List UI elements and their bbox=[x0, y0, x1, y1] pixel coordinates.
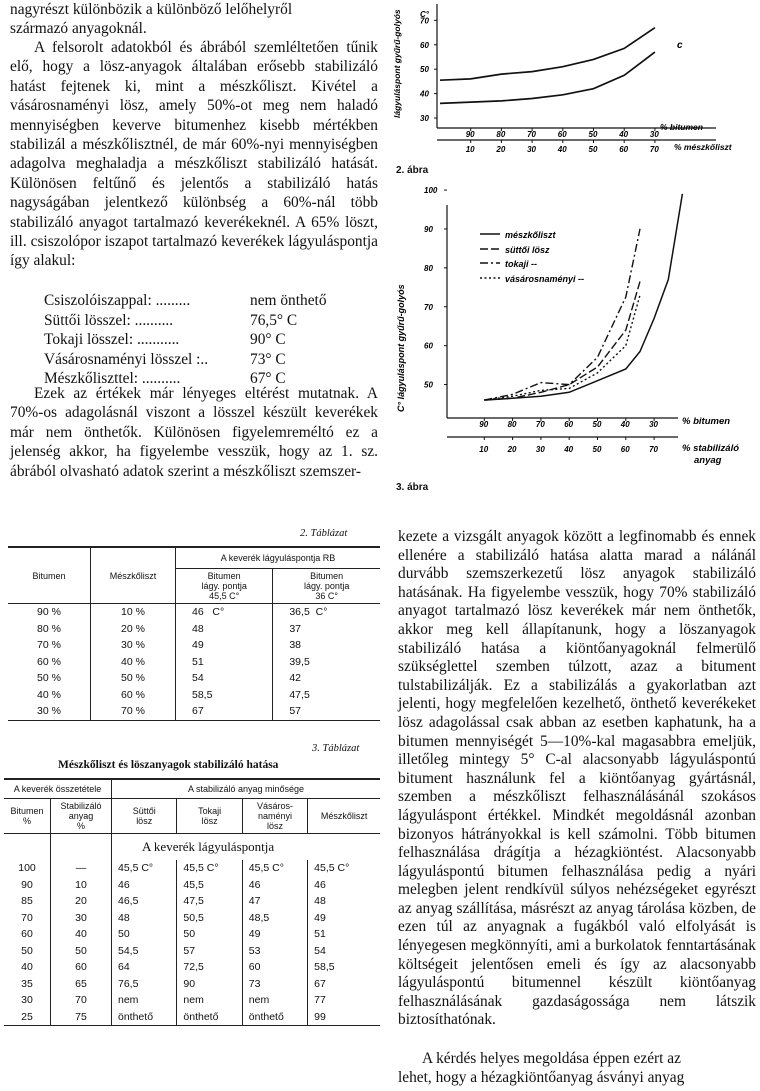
right-p2-line2: lehet, hogy a hézagkiöntőanyag ásványi anyag bbox=[398, 1068, 685, 1086]
table-3 bbox=[4, 778, 380, 1026]
t3-head-tokaji: Tokaji lösz bbox=[177, 799, 242, 834]
t3-subheader: A keverék lágyuláspontja bbox=[112, 834, 381, 861]
table-cell: 73 bbox=[242, 976, 307, 993]
x2-tick-label: 40 bbox=[564, 445, 574, 454]
x1-tick-label: 30 bbox=[649, 420, 659, 429]
table-cell: 30 % bbox=[37, 705, 61, 718]
y-axis-label: C° lágyuláspont gyűrű-golyós bbox=[396, 284, 406, 412]
table-row bbox=[8, 637, 380, 654]
t2-head-col1: Bitumen lágy. pontja 45,5 C° bbox=[176, 569, 273, 604]
left-p2-text: A felsorolt adatokból és ábrából szemléltetően tűnik elő, hogy a lösz-anyagok általában erősebb stabilizáló hatást fejtenek ki, mint a mészkőliszt. Kivétel a vásárosnaményi lösz, amely 50%-ot meg nem haladó mennyiségben keverve bitumenhez kisebb mértékben stabilizál a mészkőlisztnél, de már 60%-nyi mennyiségben adagolva meghaladja a mészkőliszt stabilizáló hatását. Különösen feltűnő és jelentős a stabilizáló hatás nagyságában jelentkező különbség a 60%-nál több stabilizáló anyagot tartalmazó keverékeknél. A 65% löszt, ill. csiszolópor iszapot tartalmazó keverékek lágyuláspontja így alakul: bbox=[10, 39, 378, 270]
table-cell: 49 bbox=[176, 637, 273, 654]
table-cell: 50 bbox=[177, 926, 242, 943]
mixture-list-item bbox=[44, 311, 364, 331]
x2-tick-label: 30 bbox=[527, 145, 537, 154]
x2-tick-label: 60 bbox=[620, 445, 630, 454]
table-cell: 20 bbox=[51, 893, 112, 910]
table-cell: 35 bbox=[21, 977, 33, 990]
table-cell: 50 bbox=[21, 944, 33, 957]
t3-head-sutto: Süttői lösz bbox=[112, 799, 177, 834]
curve-label: c bbox=[677, 40, 683, 51]
table-cell: 99 bbox=[308, 1009, 380, 1026]
y-tick-label: 40 bbox=[420, 89, 429, 99]
table-cell: 25 bbox=[21, 1010, 33, 1023]
table-row bbox=[4, 992, 380, 1009]
table-cell: 48,5 bbox=[242, 910, 307, 927]
table-cell: 50 % bbox=[91, 670, 176, 687]
mixture-label: Vásárosnaményi lösszel :.. bbox=[44, 350, 209, 368]
x2-axis-label: % mészkőliszt bbox=[674, 142, 732, 152]
table-cell: 40 bbox=[21, 961, 33, 974]
table-cell: 90 % bbox=[37, 606, 61, 619]
y-axis-label: lágyuláspont gyűrű-golyós bbox=[392, 9, 402, 118]
table-cell: 67 bbox=[176, 703, 273, 720]
legend-label: tokaji -- bbox=[505, 259, 538, 269]
table-cell: 100 bbox=[18, 862, 36, 875]
table-row bbox=[4, 943, 380, 960]
y-tick-label: 60 bbox=[420, 40, 429, 50]
x1-tick-label: 70 bbox=[535, 420, 545, 429]
mixture-list-item bbox=[44, 291, 364, 311]
table-cell: 67 bbox=[308, 976, 380, 993]
table-cell: 72,5 bbox=[177, 959, 242, 976]
x1-tick-label: 40 bbox=[620, 420, 630, 429]
table-cell: 64 bbox=[112, 959, 177, 976]
y-tick-label: 80 bbox=[424, 263, 433, 273]
table-cell: — bbox=[51, 860, 112, 877]
table-cell: 42 bbox=[273, 670, 380, 687]
table-row bbox=[8, 621, 380, 638]
table-cell: nem bbox=[242, 992, 307, 1009]
table-cell: 40 % bbox=[37, 688, 61, 701]
t3-head-meszko: Mészkőliszt bbox=[308, 799, 380, 834]
table-cell: 50 bbox=[112, 926, 177, 943]
table-cell: 46 C° bbox=[176, 604, 273, 621]
x1-tick-label: 40 bbox=[619, 130, 629, 139]
y-tick-label: 100 bbox=[424, 186, 438, 196]
table-cell: 70 bbox=[51, 992, 112, 1009]
table-cell: 54 bbox=[308, 943, 380, 960]
table-cell: 50 bbox=[51, 943, 112, 960]
table-cell: 51 bbox=[308, 926, 380, 943]
table-cell: 47 bbox=[242, 893, 307, 910]
legend-label: süttői lösz bbox=[505, 245, 550, 255]
y-tick-label: 70 bbox=[424, 302, 433, 312]
x2-tick-label: 10 bbox=[479, 445, 489, 454]
series-line-1 bbox=[440, 28, 655, 80]
table-cell: 48 bbox=[112, 910, 177, 927]
mixture-value: nem önthető bbox=[250, 292, 327, 309]
figure-3-chart bbox=[388, 186, 760, 495]
x2-tick-label: 60 bbox=[619, 145, 629, 154]
table-cell: önthető bbox=[112, 1009, 177, 1026]
table-cell: 30 % bbox=[91, 637, 176, 654]
x2-tick-label: 70 bbox=[649, 145, 659, 154]
table-cell: 70 bbox=[21, 911, 33, 924]
table-cell: 51 bbox=[176, 654, 273, 671]
x1-axis-label: % bitumen bbox=[682, 416, 731, 427]
t2-head-col2: Bitumen lágy. pontja 36 C° bbox=[273, 569, 380, 604]
right-paragraph-1 bbox=[398, 528, 756, 1030]
table-cell: 54 bbox=[176, 670, 273, 687]
table-cell: 39,5 bbox=[273, 654, 380, 671]
table-3-label: 3. Táblázat bbox=[312, 743, 360, 754]
x1-tick-label: 80 bbox=[507, 420, 517, 429]
table-cell: 54,5 bbox=[112, 943, 177, 960]
x1-tick-label: 80 bbox=[496, 130, 506, 139]
mixture-value: 73° C bbox=[250, 350, 286, 368]
table-cell: 50 % bbox=[37, 672, 61, 685]
mixture-label: Süttői lösszel: .......... bbox=[44, 311, 174, 329]
t3-head-bitumen: Bitumen % bbox=[10, 806, 44, 826]
t2-head-meszko: Mészkőliszt bbox=[91, 547, 176, 604]
legend-label: mészkőliszt bbox=[505, 230, 556, 240]
table-row bbox=[4, 910, 380, 927]
table-cell: 58,5 bbox=[176, 687, 273, 704]
right-p1-text: kezete a vizsgált anyagok között a legfinomabb és ennek ellenére a stabilizáló hatása alatta marad a nálánál durvább szemszerkezetű lösz anyagok stabilizáló hatásának. Ha figyelembe vesszük, hogy 70% stabilizáló anyagot tartalmazó lösz keverékek már nem önthetők, akkor meg kell állapítanunk, hogy a löszanyagok stabilizáló hatása a kiöntőanyagoknál felmerülő szükséglettel szemben túlzott, azaz a bitument tulstabilizálják. Ez a stabilizálás a gyakorlatban azt jelenti, hogy megfelelően kezelhető, önthető keverékeket lösz adagolással csak abban az esetben kaphatunk, ha a bitumen mennyiségét 5—10%-kal magasabbra emeljük, illetőleg mintegy 5° C-al alacsonyabb lágyuláspontú bitument használunk fel a kiöntőanyag gyártásnál, szemben a mészkőliszt felhasználásánál szokásos lágyuláspont értékkel. Mindkét megoldásnál azonban bizonyos hátrányokkal is kell számolni. Több bitumen felhasználása drágítja a hézagkiöntést. Alacsonyabb lágyuláspontú bitumen felhasználása pedig a nyári melegben jelent rendkívül súlyos nehézségeket egyrészt az anyag szállítása, másrészt az anyag tárolása közben, de ezen túl az anyagnak a fugákból való elfolyását is lényegesen megkönnyíti, ami a burkolatok fenntartásának költségeit jelentősen emeli és így az alacsonyabb lágyuláspontú bitumennel készült kiöntőanyag felhasználásának gazdaságossága nem látszik biztosíthatónak. bbox=[398, 528, 756, 1029]
table-cell: 90 bbox=[177, 976, 242, 993]
table-row bbox=[4, 860, 380, 877]
table-row bbox=[4, 893, 380, 910]
table-cell: 45,5 C° bbox=[177, 860, 242, 877]
mixture-label: Tokaji lösszel: ........... bbox=[44, 331, 180, 349]
table-cell: 37 bbox=[273, 621, 380, 638]
x1-tick-label: 60 bbox=[557, 130, 567, 139]
table-row bbox=[4, 926, 380, 943]
x2-tick-label: 70 bbox=[649, 445, 659, 454]
left-intro bbox=[10, 0, 380, 39]
mixture-value: 90° C bbox=[250, 331, 286, 349]
table-cell: 53 bbox=[242, 943, 307, 960]
table-2 bbox=[8, 546, 380, 721]
table-row bbox=[8, 670, 380, 687]
y-tick-label: 60 bbox=[424, 341, 433, 351]
mixture-list-item bbox=[44, 330, 364, 350]
table-cell: 20 % bbox=[91, 621, 176, 638]
y-tick-label: 50 bbox=[420, 65, 429, 75]
x2-tick-label: 40 bbox=[557, 145, 567, 154]
figure-3-caption: 3. ábra bbox=[396, 482, 429, 493]
table-cell: 45,5 C° bbox=[242, 860, 307, 877]
table-cell: 45,5 C° bbox=[112, 860, 177, 877]
mixture-list-item bbox=[44, 350, 364, 370]
table-cell: 57 bbox=[177, 943, 242, 960]
x2-tick-label: 20 bbox=[496, 145, 506, 154]
table-cell: 60 bbox=[242, 959, 307, 976]
x1-tick-label: 50 bbox=[592, 420, 602, 429]
table-cell: 30 bbox=[21, 994, 33, 1007]
table-cell: 38 bbox=[273, 637, 380, 654]
y-unit: C° bbox=[420, 10, 429, 19]
table-cell: 76,5 bbox=[112, 976, 177, 993]
x1-tick-label: 70 bbox=[527, 130, 537, 139]
table-cell: 10 % bbox=[91, 604, 176, 621]
table-cell: 40 % bbox=[91, 654, 176, 671]
series-line-2 bbox=[484, 282, 640, 401]
table-cell: 60 bbox=[51, 959, 112, 976]
right-paragraph-2 bbox=[398, 1050, 756, 1087]
table-cell: 46 bbox=[112, 877, 177, 894]
table-cell: 50,5 bbox=[177, 910, 242, 927]
x1-axis-label: % bitumen bbox=[660, 122, 703, 132]
table-cell: 49 bbox=[242, 926, 307, 943]
mixture-value: 67° C bbox=[250, 370, 286, 388]
t3-head-group2: A stabilizáló anyag minősége bbox=[112, 779, 381, 799]
table-cell: 90 bbox=[21, 878, 33, 891]
y-tick-label: 90 bbox=[424, 224, 433, 234]
table-cell: 77 bbox=[308, 992, 380, 1009]
y-tick-label: 50 bbox=[424, 380, 433, 390]
t3-head-group1: A keverék összetétele bbox=[4, 779, 112, 799]
x1-tick-label: 90 bbox=[479, 420, 489, 429]
mixture-label: Csiszolóiszappal: ......... bbox=[44, 292, 191, 309]
table-row bbox=[8, 687, 380, 704]
table-cell: 46 bbox=[308, 877, 380, 894]
legend-label: vásárosnaményi -- bbox=[505, 274, 585, 284]
table-row bbox=[8, 604, 380, 621]
table-cell: 49 bbox=[308, 910, 380, 927]
table-row bbox=[4, 959, 380, 976]
series-meszkoliszt bbox=[484, 194, 682, 400]
table-2-label: 2. Táblázat bbox=[300, 528, 348, 539]
table-3-title: Mészkőliszt és löszanyagok stabilizáló hatása bbox=[58, 759, 279, 771]
table-cell: 80 % bbox=[37, 622, 61, 635]
table-cell: 60 bbox=[21, 928, 33, 941]
figure-2-chart bbox=[388, 0, 760, 180]
table-cell: 57 bbox=[273, 703, 380, 720]
table-cell: 30 bbox=[51, 910, 112, 927]
table-cell: 10 bbox=[51, 877, 112, 894]
table-cell: 85 bbox=[21, 895, 33, 908]
left-paragraph-3 bbox=[10, 384, 378, 481]
table-cell: 46,5 bbox=[112, 893, 177, 910]
table-cell: nem bbox=[177, 992, 242, 1009]
mixture-label: Mészkőliszttel: .......... bbox=[44, 370, 181, 388]
right-p2-line1: A kérdés helyes megoldása éppen ezért az bbox=[422, 1050, 681, 1067]
left-line-1: nagyrészt különbözik a különböző lelőhelyről bbox=[10, 1, 293, 18]
t2-head-group: A keverék lágyuláspontja RB bbox=[176, 547, 381, 569]
mixture-list bbox=[44, 291, 364, 389]
left-p3-text: Ezek az értékek már lényeges eltérést mutatnak. A 70%-os adagolásnál viszont a lösszel készült keverékek már nem önthetők. Különösen figyelemreméltó ez a jelenség akkor, ha figyelembe vesszük, hogy az 1. sz. ábrából olvasható adatok szerint a mészkőliszt szemszer- bbox=[10, 385, 378, 480]
table-cell: önthető bbox=[177, 1009, 242, 1026]
table-cell: 65 bbox=[51, 976, 112, 993]
table-row bbox=[4, 976, 380, 993]
table-cell: 60 % bbox=[37, 655, 61, 668]
x2-tick-label: 50 bbox=[592, 445, 602, 454]
y-tick-label: 30 bbox=[420, 114, 429, 123]
table-row bbox=[4, 877, 380, 894]
x2-tick-label: 50 bbox=[588, 145, 598, 154]
table-cell: nem bbox=[112, 992, 177, 1009]
table-row bbox=[8, 654, 380, 671]
table-row bbox=[4, 1009, 380, 1026]
x1-tick-label: 30 bbox=[649, 130, 659, 139]
x2-axis-label: % stabilizáló anyag bbox=[682, 443, 740, 466]
x1-tick-label: 50 bbox=[588, 130, 598, 139]
table-cell: 60 % bbox=[91, 687, 176, 704]
table-cell: önthető bbox=[242, 1009, 307, 1026]
table-row bbox=[8, 703, 380, 720]
table-cell: 70 % bbox=[37, 639, 61, 652]
mixture-value: 76,5° C bbox=[250, 311, 298, 329]
table-cell: 58,5 bbox=[308, 959, 380, 976]
table-cell: 48 bbox=[176, 621, 273, 638]
t3-head-stab: Stabilizáló anyag % bbox=[51, 799, 112, 834]
left-paragraph-2 bbox=[10, 38, 378, 271]
table-cell: 47,5 bbox=[177, 893, 242, 910]
figure-2-caption: 2. ábra bbox=[396, 165, 429, 176]
table-cell: 46 bbox=[242, 877, 307, 894]
x2-tick-label: 30 bbox=[535, 445, 545, 454]
left-line-2: származó anyagoknál. bbox=[10, 20, 147, 38]
table-cell: 48 bbox=[308, 893, 380, 910]
table-cell: 70 % bbox=[91, 703, 176, 720]
table-cell: 75 bbox=[51, 1009, 112, 1026]
x1-tick-label: 60 bbox=[564, 420, 574, 429]
y-tick-label: 70 bbox=[420, 16, 429, 26]
table-cell: 40 bbox=[51, 926, 112, 943]
t2-head-bitumen: Bitumen bbox=[32, 570, 66, 581]
table-cell: 45,5 C° bbox=[308, 860, 380, 877]
series-line-2 bbox=[440, 52, 655, 103]
table-cell: 45,5 bbox=[177, 877, 242, 894]
t3-head-vasaros: Vásáros- naményi lösz bbox=[242, 799, 307, 834]
x2-tick-label: 20 bbox=[507, 445, 517, 454]
x2-tick-label: 10 bbox=[465, 145, 475, 154]
table-cell: 47,5 bbox=[273, 687, 380, 704]
table-cell: 36,5 C° bbox=[273, 604, 380, 621]
x1-tick-label: 90 bbox=[465, 130, 475, 139]
